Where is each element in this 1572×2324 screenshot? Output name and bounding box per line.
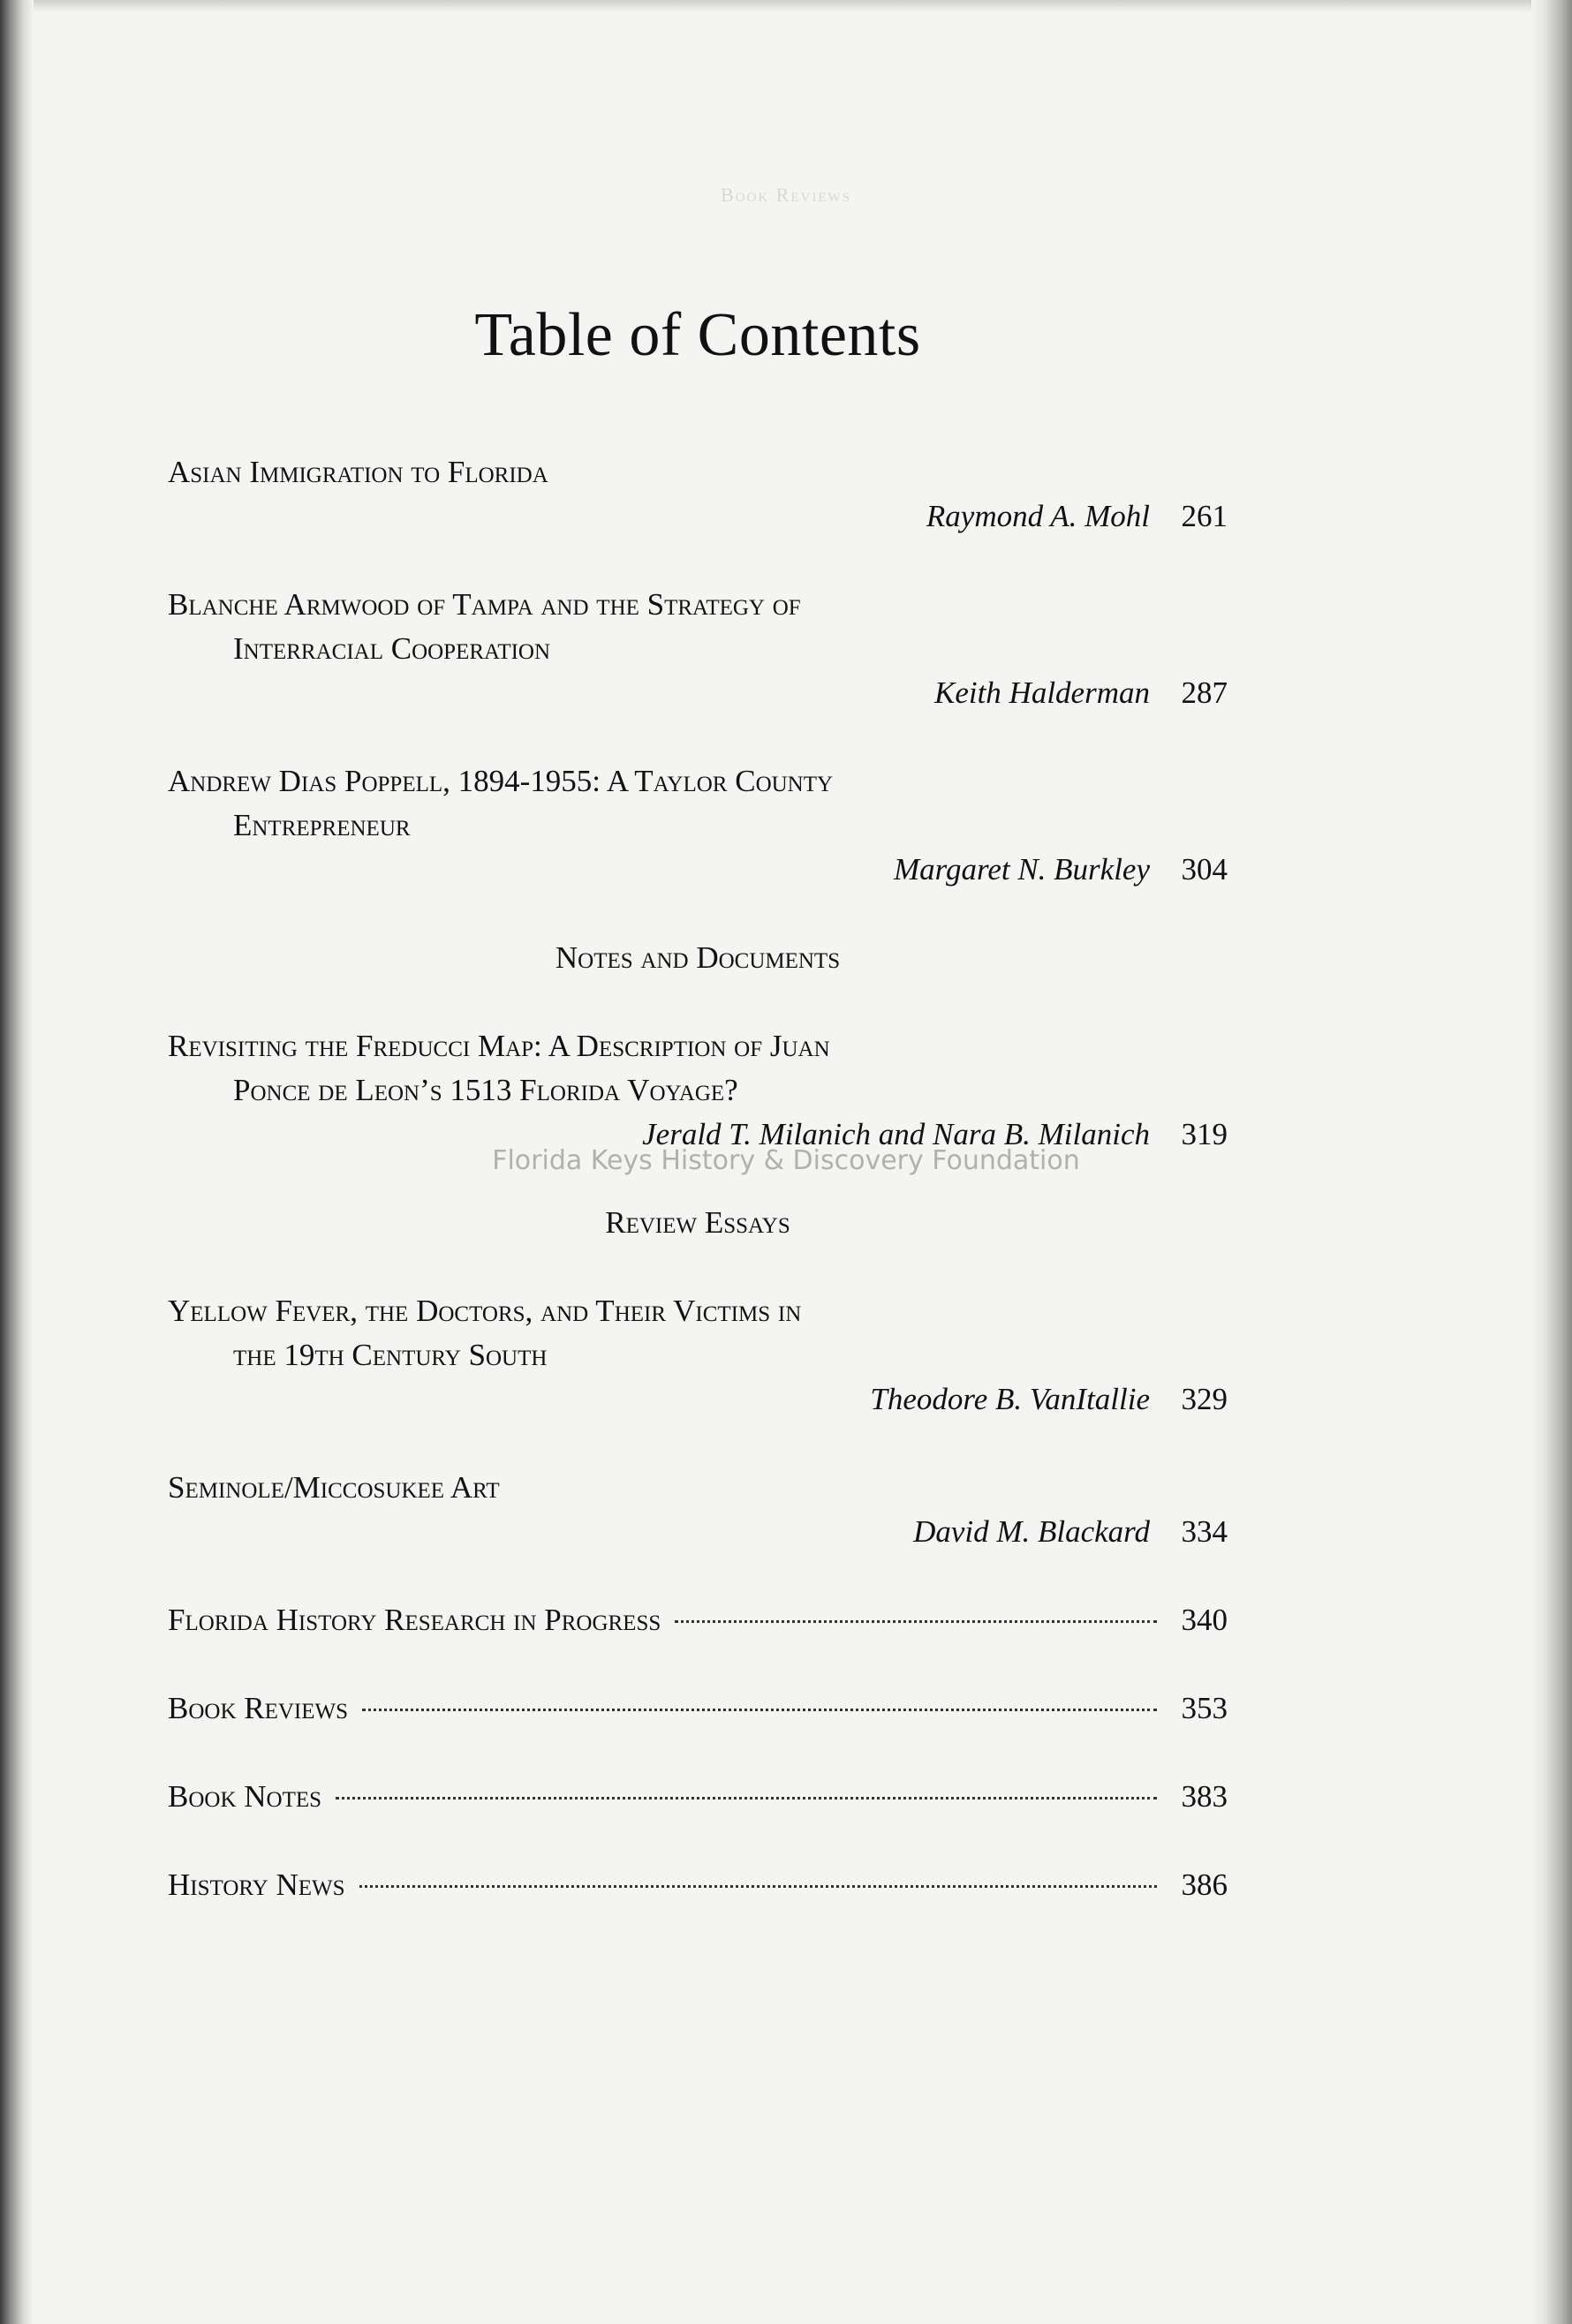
entry-byline <box>168 494 1228 539</box>
page-title: Table of Contents <box>474 301 921 369</box>
entry-title: Asian Immigration to Florida <box>168 455 548 489</box>
entry-page-number: 329 <box>1181 1382 1228 1416</box>
toc-entry-review-essay <box>168 1466 1228 1554</box>
entry-title: Seminole/Miccosukee Art <box>168 1470 500 1505</box>
entry-title: Andrew Dias Poppell, 1894-1955: A Taylor County Entrepreneur <box>168 764 834 842</box>
dot-leader <box>359 1885 1157 1888</box>
entry-title: History News <box>168 1868 345 1902</box>
entry-author: Keith Halderman <box>933 675 1150 710</box>
entry-author: Raymond A. Mohl <box>926 499 1150 533</box>
entry-byline <box>168 1377 1228 1422</box>
entry-title: Florida History Research in Progress <box>168 1603 661 1637</box>
toc-entry-department <box>168 1598 1228 1642</box>
entry-title: Blanche Armwood of Tampa and the Strategy of Interracial Cooperation <box>168 587 801 666</box>
entry-byline <box>168 1510 1228 1554</box>
entry-author: Jerald T. Milanich and Nara B. Milanich <box>642 1117 1150 1151</box>
entry-title: Book Notes <box>168 1779 322 1814</box>
entry-page-number: 304 <box>1181 852 1228 887</box>
toc-entry-department <box>168 1863 1228 1907</box>
entry-page-number: 261 <box>1181 499 1228 533</box>
entry-title: Yellow Fever, the Doctors, and Their Victims in the 19th Century South <box>168 1294 802 1372</box>
entry-page-number: 386 <box>1181 1868 1228 1902</box>
entry-page-number: 319 <box>1181 1117 1228 1151</box>
page-top-shadow <box>0 0 1572 12</box>
entry-byline <box>168 848 1228 892</box>
entry-author: Margaret N. Burkley <box>894 852 1150 887</box>
toc-entry-note <box>168 1024 1228 1157</box>
toc-entry-article <box>168 759 1228 892</box>
toc-entry-article <box>168 583 1228 715</box>
entry-title: Book Reviews <box>168 1691 349 1725</box>
entry-author: David M. Blackard <box>913 1514 1150 1549</box>
section-heading-review-essays: Review Essays <box>605 1205 790 1240</box>
entry-page-number: 340 <box>1181 1603 1228 1637</box>
toc-entry-article <box>168 450 1228 539</box>
dot-leader <box>362 1709 1157 1711</box>
entry-byline <box>168 671 1228 715</box>
bleed-through-header: Book Reviews <box>721 184 851 206</box>
section-heading-notes: Notes and Documents <box>555 940 841 975</box>
toc-entry-department <box>168 1775 1228 1819</box>
dot-leader <box>336 1797 1157 1800</box>
entry-page-number: 334 <box>1181 1514 1228 1549</box>
entry-page-number: 287 <box>1181 675 1228 710</box>
entry-author: Theodore B. VanItallie <box>870 1382 1150 1416</box>
toc-entry-review-essay <box>168 1289 1228 1422</box>
entry-title: Revisiting the Freducci Map: A Description of Juan Ponce de Leon’s 1513 Florida Voyage? <box>168 1029 830 1107</box>
entry-page-number: 353 <box>1181 1691 1228 1725</box>
dot-leader <box>675 1620 1157 1623</box>
watermark: Florida Keys History & Discovery Foundation <box>492 1145 1080 1176</box>
entry-page-number: 383 <box>1181 1779 1228 1814</box>
toc-entry-department <box>168 1686 1228 1731</box>
